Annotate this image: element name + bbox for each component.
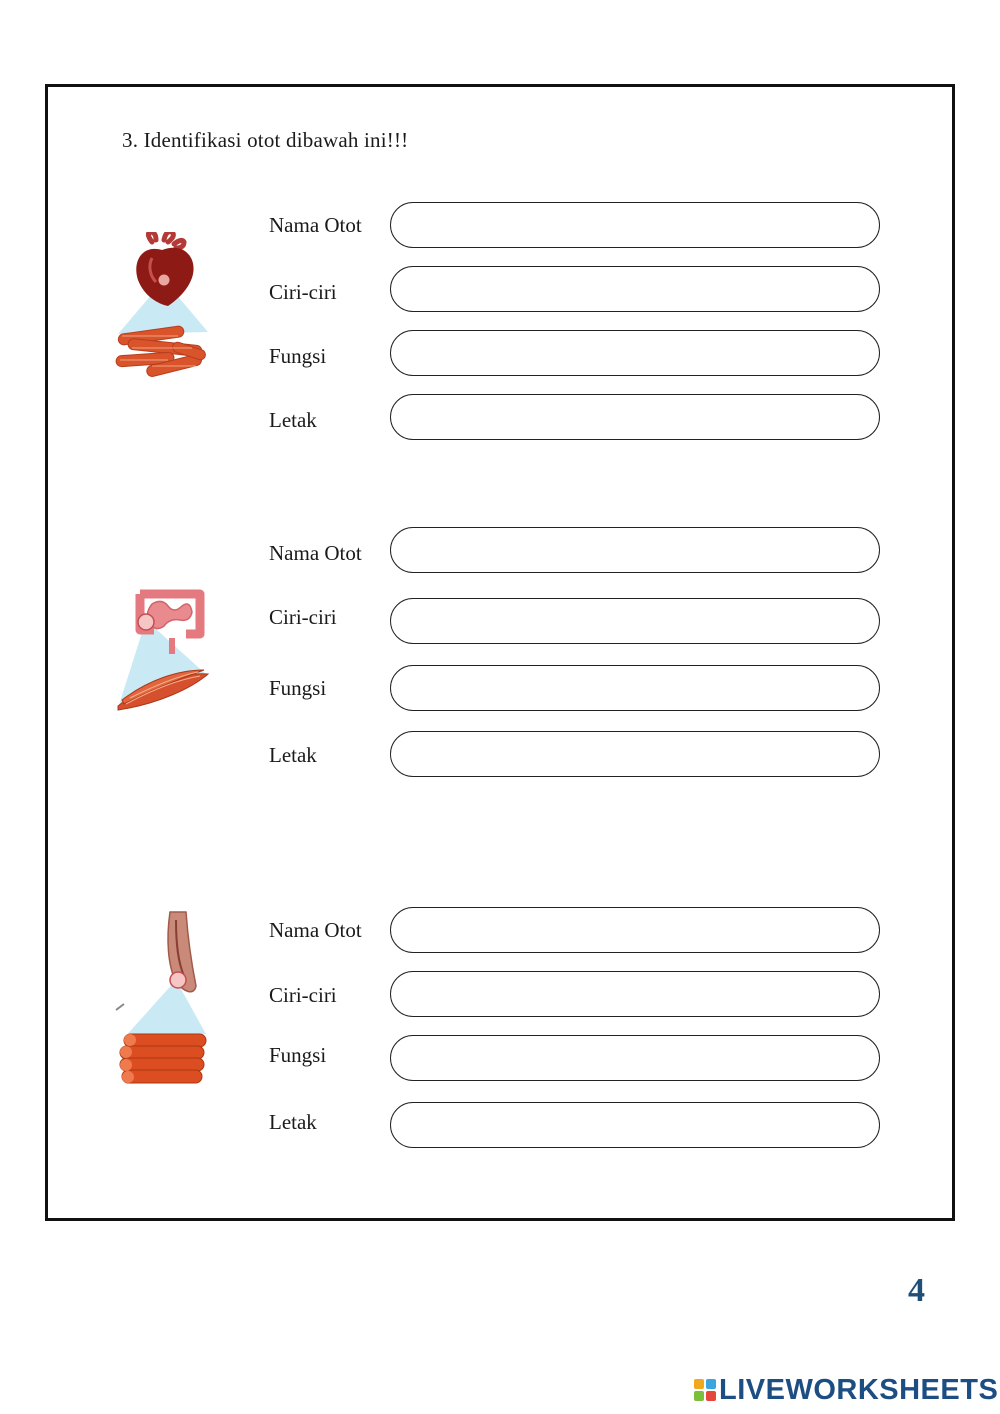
label-fungsi: Fungsi [269,676,327,700]
label-ciri-ciri: Ciri-ciri [269,983,337,1007]
letak-field[interactable] [390,731,880,777]
ciri-ciri-field[interactable] [390,598,880,644]
label-letak: Letak [269,408,317,432]
arm-skeletal-muscle-icon [114,910,214,1096]
ciri-ciri-field[interactable] [390,971,880,1017]
letak-field[interactable] [390,1102,880,1148]
liveworksheets-wordmark: LIVEWORKSHEETS [719,1373,999,1406]
page-number: 4 [908,1272,925,1309]
label-letak: Letak [269,743,317,767]
label-fungsi: Fungsi [269,344,327,368]
label-letak: Letak [269,1110,317,1134]
ciri-ciri-field[interactable] [390,266,880,312]
question-title: 3. Identifikasi otot dibawah ini!!! [122,128,409,152]
label-ciri-ciri: Ciri-ciri [269,605,337,629]
label-nama-otot: Nama Otot [269,213,362,237]
letak-field[interactable] [390,394,880,440]
fungsi-field[interactable] [390,665,880,711]
label-nama-otot: Nama Otot [269,541,362,565]
nama-otot-field[interactable] [390,527,880,573]
heart-cardiac-muscle-icon [112,232,212,388]
liveworksheets-logo [693,1374,998,1406]
label-nama-otot: Nama Otot [269,918,362,942]
nama-otot-field[interactable] [390,907,880,953]
intestine-smooth-muscle-icon [112,578,216,720]
label-fungsi: Fungsi [269,1043,327,1067]
label-ciri-ciri: Ciri-ciri [269,280,337,304]
fungsi-field[interactable] [390,1035,880,1081]
liveworksheets-grid-icon [693,1378,717,1402]
nama-otot-field[interactable] [390,202,880,248]
fungsi-field[interactable] [390,330,880,376]
